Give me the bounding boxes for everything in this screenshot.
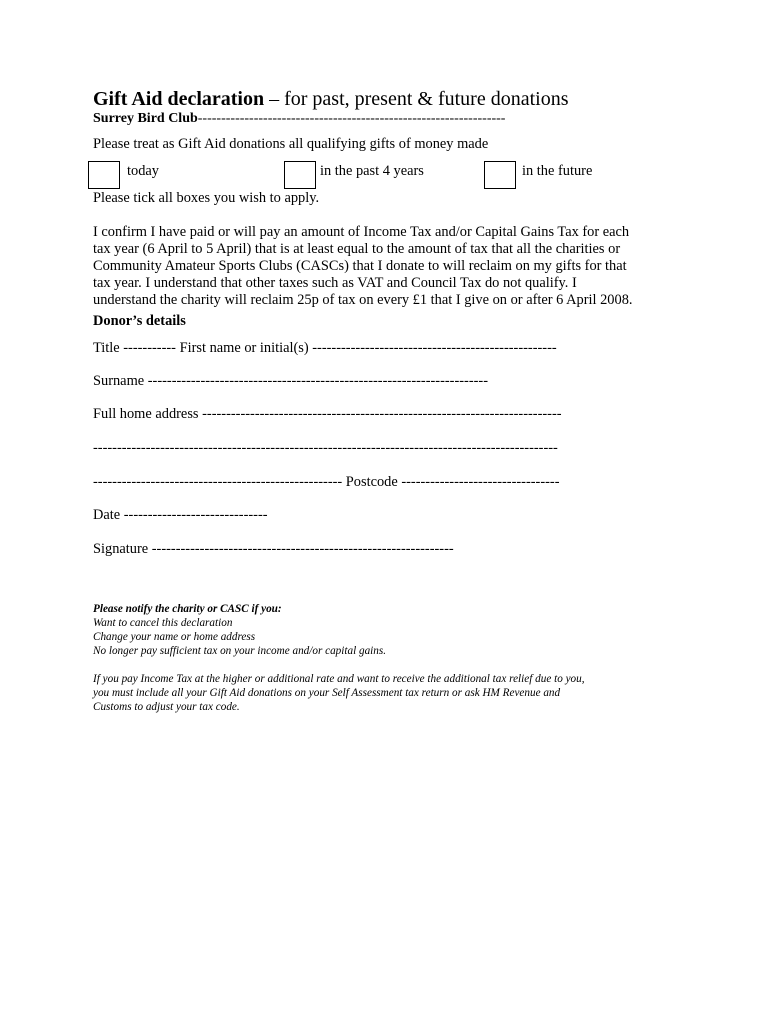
future-checkbox[interactable]: [484, 161, 516, 189]
signature-field[interactable]: Signature ---------------------------------------------------------------: [93, 541, 454, 557]
declaration-line: understand the charity will reclaim 25p of tax on every £1 that I give on or after 6 April 2008.: [93, 292, 633, 308]
today-label: today: [127, 163, 159, 179]
declaration-line: tax year. I understand that other taxes such as VAT and Council Tax do not qualify. I: [93, 275, 577, 291]
notify-heading: Please notify the charity or CASC if you:: [93, 603, 282, 615]
title-firstname-field[interactable]: Title ----------- First name or initial(s) ---------------------------------------------------: [93, 340, 557, 356]
future-label: in the future: [522, 163, 593, 179]
higher-rate-line: If you pay Income Tax at the higher or additional rate and want to receive the additional tax relief due to you,: [93, 673, 585, 685]
intro-text: Please treat as Gift Aid donations all qualifying gifts of money made: [93, 136, 489, 152]
declaration-line: Community Amateur Sports Clubs (CASCs) that I donate to will reclaim on my gifts for that: [93, 258, 627, 274]
notify-item: Want to cancel this declaration: [93, 617, 233, 629]
declaration-line: tax year (6 April to 5 April) that is at least equal to the amount of tax that all the charities or: [93, 241, 621, 257]
subtitle-text: – for past, present & future donations: [264, 88, 569, 110]
form-title: [93, 88, 568, 111]
past-4-years-checkbox[interactable]: [284, 161, 316, 189]
home-address-field[interactable]: Full home address ---------------------------------------------------------------------------: [93, 406, 562, 422]
home-address-field-line2[interactable]: -------------------------------------------------------------------------------------------------: [93, 440, 558, 456]
declaration-paragraph: [93, 224, 693, 309]
club-line: [93, 111, 505, 127]
club-dashes: ------------------------------------------------------------------: [197, 111, 506, 126]
today-checkbox[interactable]: [88, 161, 120, 189]
donor-details-heading: Donor’s details: [93, 313, 186, 329]
past-4-years-label: in the past 4 years: [320, 163, 424, 179]
club-name: Surrey Bird Club: [93, 111, 198, 126]
surname-field[interactable]: Surname -----------------------------------------------------------------------: [93, 373, 488, 389]
tick-instruction: Please tick all boxes you wish to apply.: [93, 190, 320, 206]
notify-item: Change your name or home address: [93, 631, 256, 643]
higher-rate-line: you must include all your Gift Aid donations on your Self Assessment tax return or ask HM Revenue and: [93, 687, 561, 699]
date-field[interactable]: Date ------------------------------: [93, 507, 268, 523]
notify-item: No longer pay sufficient tax on your income and/or capital gains.: [93, 645, 387, 657]
higher-rate-note: [93, 672, 585, 714]
title-text: Gift Aid declaration: [93, 88, 265, 110]
notify-notes: [93, 602, 386, 658]
postcode-field[interactable]: ---------------------------------------------------- Postcode ---------------------------------: [93, 474, 560, 490]
higher-rate-line: Customs to adjust your tax code.: [93, 701, 240, 713]
declaration-line: I confirm I have paid or will pay an amount of Income Tax and/or Capital Gains Tax for each: [93, 224, 630, 240]
